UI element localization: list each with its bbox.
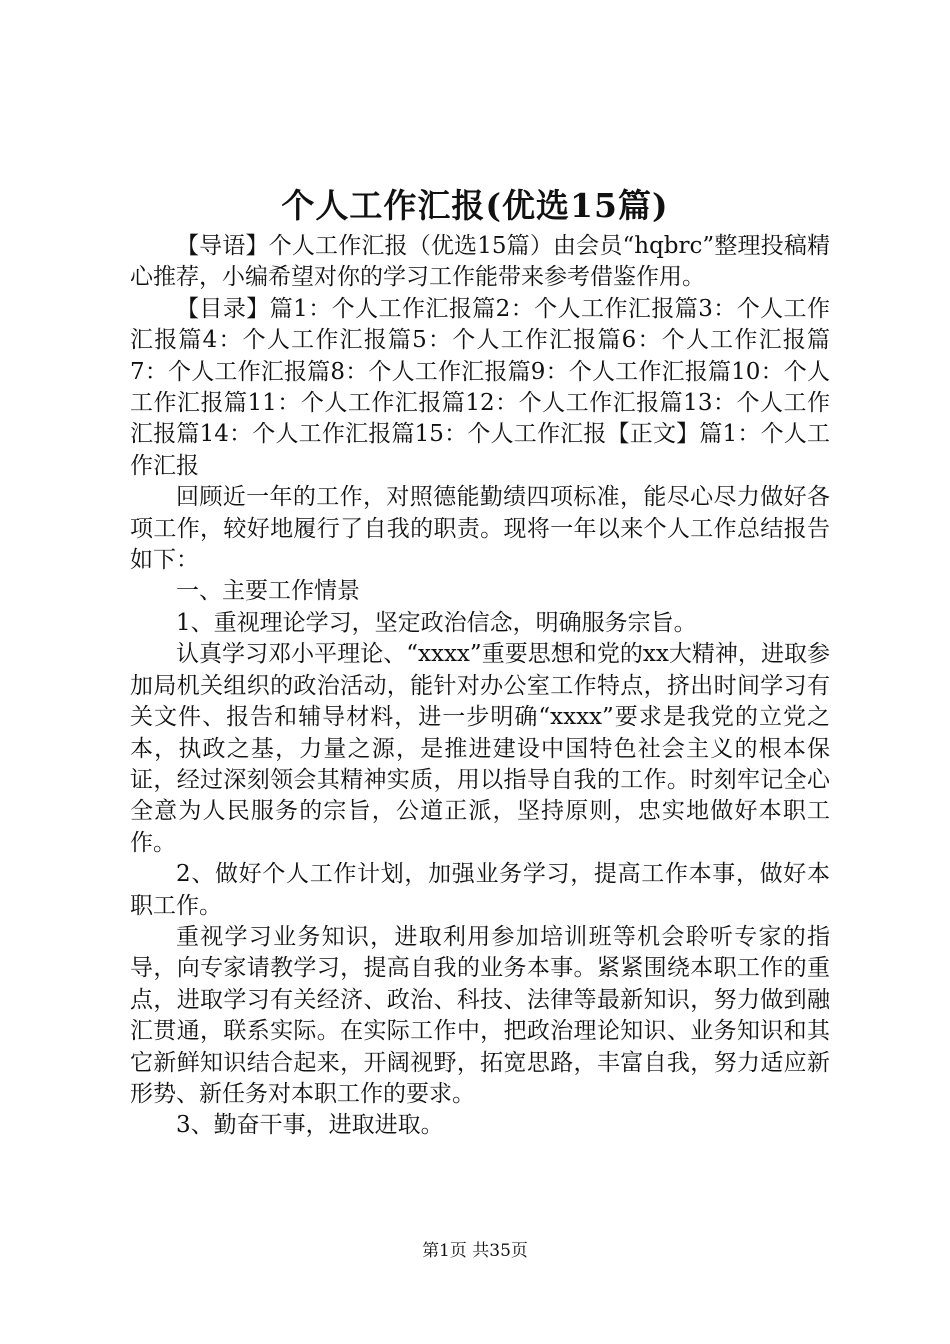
subsection-heading: 3、勤奋干事，进取进取。 — [176, 1112, 444, 1139]
body-paragraph: 认真学习邓小平理论、“xxxx”重要思想和党的xx大精神，进取参加局机关组织的政治活动，能针对办公室工作特点，挤出时间学习有关文件、报告和辅导材料，进一步明确“xxxx”要求是我党的立党之本，执政之基，力量之源，是推进建设中国特色社会主义的根本保证，经过深刻领会其精神实质，用以指导自我的工作。时刻牢记全心全意为人民服务的宗旨，公道正派，坚持原则，忠实地做好本职工作。 — [130, 641, 830, 856]
intro-paragraph: 【导语】个人工作汇报（优选15篇）由会员“hqbrc”整理投稿精心推荐，小编希望对你的学习工作能带来参考借鉴作用。 — [130, 233, 830, 291]
body-paragraph: 重视学习业务知识，进取利用参加培训班等机会聆听专家的指导，向专家请教学习，提高自我的业务本事。紧紧围绕本职工作的重点，进取学习有关经济、政治、科技、法律等最新知识，努力做到融汇贯通，联系实际。在实际工作中，把政治理论知识、业务知识和其它新鲜知识结合起来，开阔视野，拓宽思路，丰富自我，努力适应新形势、新任务对本职工作的要求。 — [130, 923, 830, 1107]
subsection-heading: 2、做好个人工作计划，加强业务学习，提高工作本事，做好本职工作。 — [130, 861, 830, 919]
body-paragraph: 回顾近一年的工作，对照德能勤绩四项标准，能尽心尽力做好各项工作，较好地履行了自我的职责。现将一年以来个人工作总结报告如下： — [130, 484, 830, 574]
subsection-heading: 1、重视理论学习，坚定政治信念，明确服务宗旨。 — [176, 609, 697, 636]
table-of-contents-paragraph: 【目录】篇1：个人工作汇报篇2：个人工作汇报篇3：个人工作汇报篇4：个人工作汇报篇5：个人工作汇报篇6：个人工作汇报篇7：个人工作汇报篇8：个人工作汇报篇9：个人工作汇报篇10：个人工作汇报篇11：个人工作汇报篇12：个人工作汇报篇13：个人工作汇报篇14：个人工作汇报篇15：个人工作汇报【正文】篇1：个人工作汇报 — [130, 295, 830, 479]
document-title: 个人工作汇报(优选15篇) — [281, 186, 669, 225]
section-heading: 一、主要工作情景 — [176, 578, 360, 605]
document-body — [130, 231, 830, 1142]
page-number-footer: 第1页 共35页 — [422, 1241, 528, 1261]
